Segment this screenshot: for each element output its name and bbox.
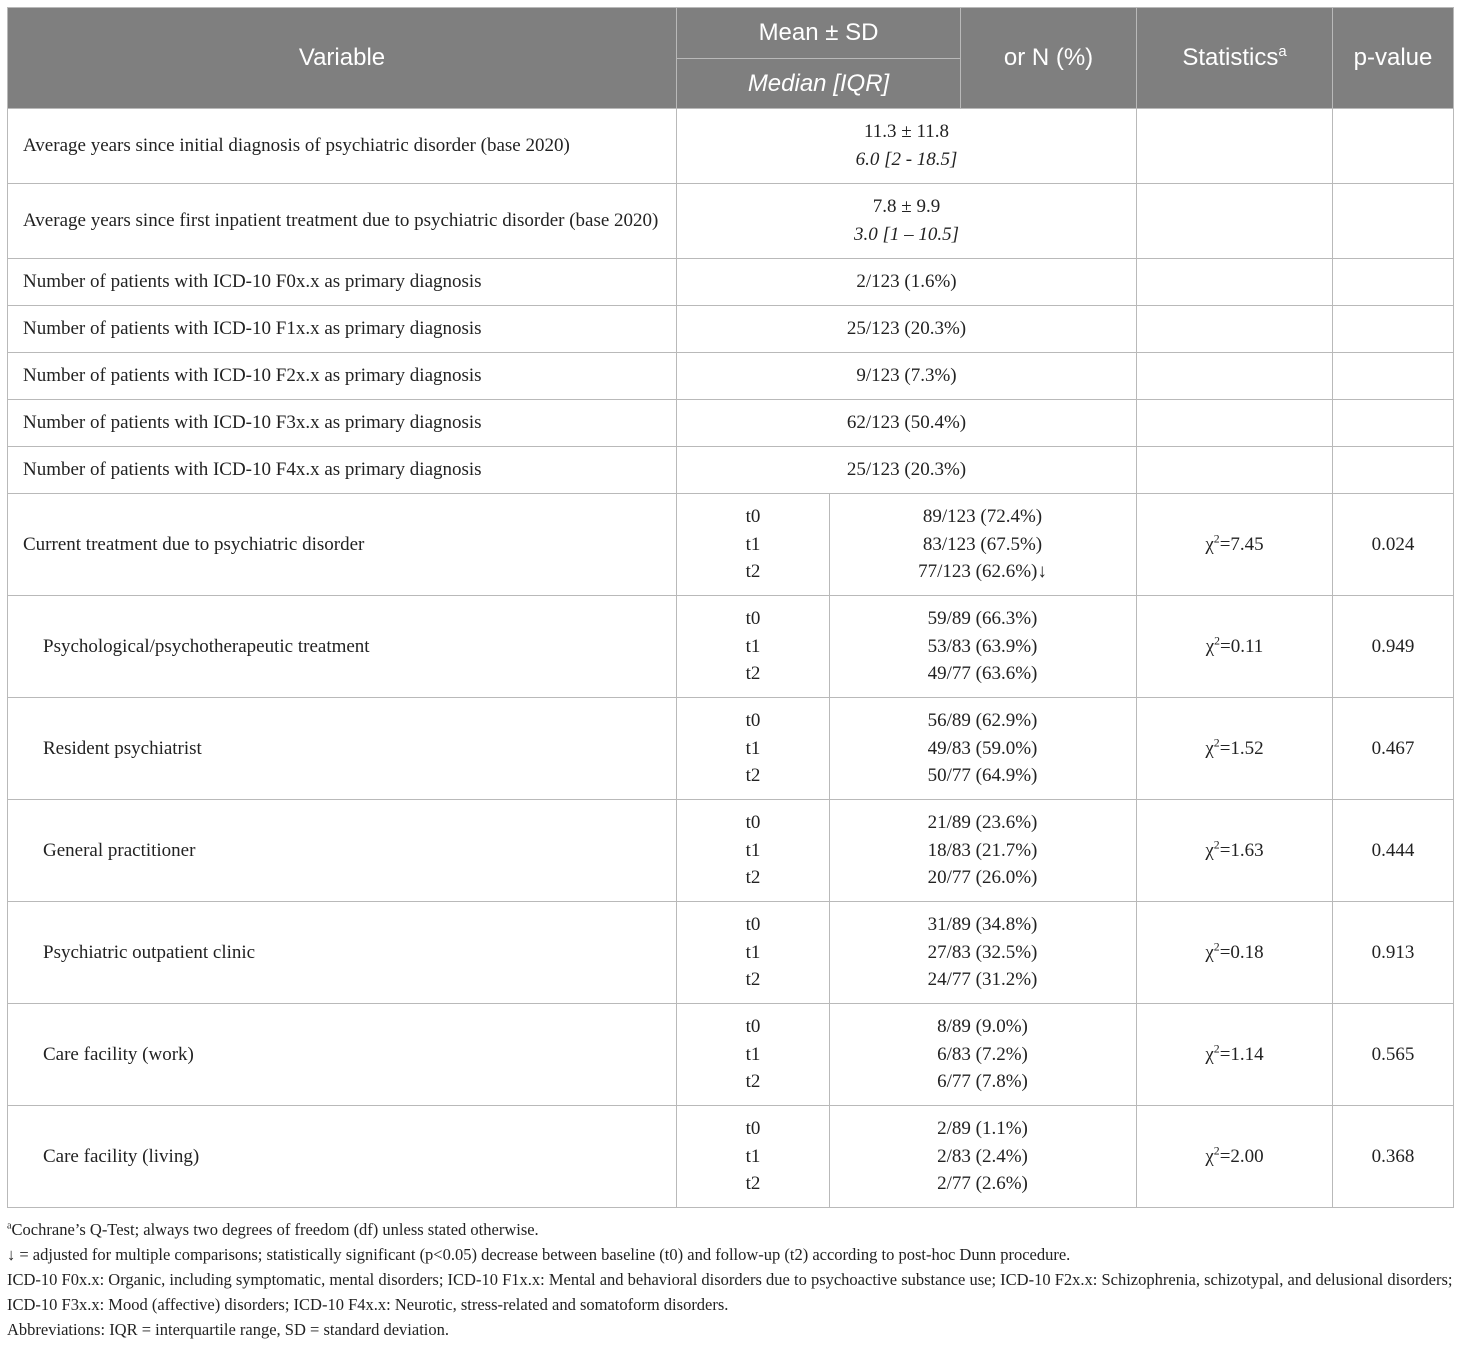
row-label: Resident psychiatrist <box>8 698 677 800</box>
timepoint-value: 31/89 (34.8%) <box>927 914 1038 936</box>
footnotes <box>7 1217 1453 1342</box>
chi-symbol: χ <box>1205 941 1214 963</box>
timepoint-value: 8/89 (9.0%) <box>937 1016 1028 1038</box>
table-row <box>8 902 1454 1004</box>
timepoint-label: t1 <box>745 737 761 759</box>
median-iqr-value: 3.0 [1 – 10.5] <box>853 224 960 245</box>
timepoint-label: t2 <box>745 663 761 685</box>
table-row <box>8 400 1454 447</box>
timepoint-label: t0 <box>745 914 761 936</box>
timepoint-value: 6/77 (7.8%) <box>937 1071 1028 1093</box>
timepoint-value: 20/77 (26.0%) <box>927 867 1038 889</box>
row-label: Number of patients with ICD-10 F4x.x as primary diagnosis <box>8 447 677 494</box>
timepoint-value: 49/83 (59.0%) <box>927 737 1038 759</box>
statistics-cell <box>1137 1106 1333 1208</box>
statistics-cell <box>1137 184 1333 259</box>
pvalue-cell: 0.913 <box>1333 902 1454 1004</box>
row-label: Number of patients with ICD-10 F3x.x as primary diagnosis <box>8 400 677 447</box>
header-or-n: or N (%) <box>961 8 1137 109</box>
pvalue-cell: 0.949 <box>1333 596 1454 698</box>
statistics-cell <box>1137 596 1333 698</box>
timepoint-value: 2/83 (2.4%) <box>937 1145 1028 1167</box>
pvalue-cell: 0.444 <box>1333 800 1454 902</box>
timepoint-value: 89/123 (72.4%) <box>922 506 1043 528</box>
timepoint-value: 2/89 (1.1%) <box>937 1118 1028 1140</box>
footnote-arrow: ↓ = adjusted for multiple comparisons; statistically significant (p<0.05) decrease between baseline (t0) and follow-up (t2) according to post-hoc Dunn procedure. <box>7 1245 1071 1264</box>
pvalue-cell: 0.565 <box>1333 1004 1454 1106</box>
row-value: 62/123 (50.4%) <box>677 400 1137 447</box>
chi-symbol: χ <box>1205 635 1215 657</box>
timepoint-value: 59/89 (66.3%) <box>927 608 1038 630</box>
row-label: Care facility (living) <box>8 1106 677 1208</box>
timepoint-label: t2 <box>745 561 761 583</box>
chi-value: =7.45 <box>1219 533 1264 555</box>
timepoint-cell <box>677 1106 830 1208</box>
timepoint-values-cell <box>830 596 1137 698</box>
timepoint-values-cell <box>830 494 1137 596</box>
footnote-a-sup: a <box>7 1220 12 1232</box>
timepoint-values-cell <box>830 1106 1137 1208</box>
chi-symbol: χ <box>1205 737 1214 759</box>
timepoint-values-cell <box>830 1004 1137 1106</box>
timepoint-cell <box>677 800 830 902</box>
statistics-cell <box>1137 109 1333 184</box>
table-row <box>8 800 1454 902</box>
timepoint-label: t0 <box>745 1118 761 1140</box>
statistics-cell <box>1137 902 1333 1004</box>
pvalue-cell: 0.368 <box>1333 1106 1454 1208</box>
timepoint-value: 50/77 (64.9%) <box>927 765 1038 787</box>
row-label: Psychological/psychotherapeutic treatment <box>8 596 677 698</box>
table-row <box>8 698 1454 800</box>
chi-superscript: 2 <box>1213 532 1220 546</box>
chi-value: =0.18 <box>1219 941 1264 963</box>
table-row <box>8 259 1454 306</box>
row-value: 25/123 (20.3%) <box>677 306 1137 353</box>
row-label: Number of patients with ICD-10 F2x.x as primary diagnosis <box>8 353 677 400</box>
table-header <box>8 8 1454 109</box>
row-value: 2/123 (1.6%) <box>677 259 1137 306</box>
table-row <box>8 353 1454 400</box>
row-value-cell <box>677 109 1137 184</box>
timepoint-value: 24/77 (31.2%) <box>927 969 1038 991</box>
timepoint-cell <box>677 698 830 800</box>
statistics-cell <box>1137 698 1333 800</box>
timepoint-cell <box>677 902 830 1004</box>
row-label: Care facility (work) <box>8 1004 677 1106</box>
row-label: Number of patients with ICD-10 F1x.x as primary diagnosis <box>8 306 677 353</box>
chi-superscript: 2 <box>1213 1144 1220 1158</box>
timepoint-value: 56/89 (62.9%) <box>927 710 1038 732</box>
chi-symbol: χ <box>1205 533 1214 555</box>
table-row <box>8 306 1454 353</box>
row-label: Average years since first inpatient treatment due to psychiatric disorder (base 2020) <box>8 184 677 259</box>
data-table <box>7 7 1454 1208</box>
chi-value: =2.00 <box>1219 1145 1264 1167</box>
timepoint-cell <box>677 494 830 596</box>
timepoint-value: 18/83 (21.7%) <box>927 839 1038 861</box>
timepoint-value: 2/77 (2.6%) <box>937 1173 1028 1195</box>
row-value: 9/123 (7.3%) <box>677 353 1137 400</box>
mean-sd-value: 7.8 ± 9.9 <box>872 196 941 218</box>
timepoint-label: t1 <box>745 941 761 963</box>
chi-superscript: 2 <box>1213 1042 1220 1056</box>
timepoint-value: 83/123 (67.5%) <box>922 533 1043 555</box>
pvalue-cell <box>1333 353 1454 400</box>
timepoint-values-cell <box>830 800 1137 902</box>
header-statistics-label: Statistics <box>1182 44 1279 71</box>
statistics-cell <box>1137 447 1333 494</box>
pvalue-cell <box>1333 184 1454 259</box>
row-value-cell <box>677 184 1137 259</box>
timepoint-cell <box>677 1004 830 1106</box>
timepoint-label: t1 <box>745 839 761 861</box>
chi-value: =1.14 <box>1219 1043 1264 1065</box>
timepoint-label: t2 <box>745 969 761 991</box>
timepoint-cell <box>677 596 830 698</box>
timepoint-label: t0 <box>745 1016 761 1038</box>
timepoint-label: t0 <box>745 710 761 732</box>
pvalue-cell <box>1333 259 1454 306</box>
header-pvalue: p-value <box>1333 8 1454 109</box>
timepoint-value: 21/89 (23.6%) <box>927 812 1038 834</box>
timepoint-label: t2 <box>745 765 761 787</box>
pvalue-cell: 0.467 <box>1333 698 1454 800</box>
statistics-cell <box>1137 800 1333 902</box>
pvalue-cell <box>1333 109 1454 184</box>
timepoint-label: t0 <box>745 506 761 528</box>
row-label: Average years since initial diagnosis of psychiatric disorder (base 2020) <box>8 109 677 184</box>
timepoint-label: t2 <box>745 1071 761 1093</box>
timepoint-label: t1 <box>745 1145 761 1167</box>
timepoint-label: t2 <box>745 867 761 889</box>
pvalue-cell <box>1333 447 1454 494</box>
timepoint-value: 53/83 (63.9%) <box>927 635 1038 657</box>
table-row <box>8 1106 1454 1208</box>
pvalue-cell: 0.024 <box>1333 494 1454 596</box>
statistics-cell <box>1137 353 1333 400</box>
timepoint-label: t0 <box>745 608 761 630</box>
header-statistics <box>1137 8 1333 109</box>
footnote-icd: ICD-10 F0x.x: Organic, including symptomatic, mental disorders; ICD-10 F1x.x: Mental and behavioral disorders due to psychoactive substance use; ICD-10 F2x.x: Schizophrenia, schizotypal, and delusional disorders; ICD-10 F3x.x: Mood (affective) disorders; ICD-10 F4x.x: Neurotic, stress-related and somatoform disorders. <box>7 1270 1453 1314</box>
row-value: 25/123 (20.3%) <box>677 447 1137 494</box>
timepoint-label: t0 <box>745 812 761 834</box>
chi-superscript: 2 <box>1213 838 1220 852</box>
row-label: Psychiatric outpatient clinic <box>8 902 677 1004</box>
timepoint-values-cell <box>830 698 1137 800</box>
chi-symbol: χ <box>1205 1145 1214 1167</box>
table-row <box>8 184 1454 259</box>
timepoint-label: t1 <box>745 1043 761 1065</box>
timepoint-label: t1 <box>745 533 761 555</box>
pvalue-cell <box>1333 400 1454 447</box>
header-median-iqr: Median [IQR] <box>677 59 961 109</box>
table-body <box>8 109 1454 1208</box>
table-row <box>8 596 1454 698</box>
table-row <box>8 494 1454 596</box>
chi-value: =1.52 <box>1219 737 1264 759</box>
chi-superscript: 2 <box>1213 940 1220 954</box>
row-label: General practitioner <box>8 800 677 902</box>
chi-superscript: 2 <box>1214 634 1221 648</box>
timepoint-value: 77/123 (62.6%)↓ <box>918 561 1047 583</box>
table-row <box>8 109 1454 184</box>
row-label: Number of patients with ICD-10 F0x.x as primary diagnosis <box>8 259 677 306</box>
header-variable: Variable <box>8 8 677 109</box>
statistics-cell <box>1137 306 1333 353</box>
header-statistics-sup: a <box>1278 44 1287 60</box>
statistics-cell <box>1137 259 1333 306</box>
statistics-cell <box>1137 1004 1333 1106</box>
timepoint-label: t1 <box>745 635 761 657</box>
timepoint-value: 49/77 (63.6%) <box>927 663 1038 685</box>
header-mean-sd: Mean ± SD <box>677 8 961 59</box>
row-label: Current treatment due to psychiatric disorder <box>8 494 677 596</box>
table-container <box>7 7 1453 1342</box>
footnote-a <box>7 1217 1453 1242</box>
statistics-cell <box>1137 494 1333 596</box>
timepoint-value: 6/83 (7.2%) <box>937 1043 1028 1065</box>
median-iqr-value: 6.0 [2 - 18.5] <box>855 149 958 170</box>
table-row <box>8 447 1454 494</box>
footnote-a-text: Cochrane’s Q-Test; always two degrees of freedom (df) unless stated otherwise. <box>11 1220 539 1239</box>
timepoint-values-cell <box>830 902 1137 1004</box>
chi-symbol: χ <box>1205 1043 1214 1065</box>
statistics-cell <box>1137 400 1333 447</box>
chi-symbol: χ <box>1205 839 1214 861</box>
mean-sd-value: 11.3 ± 11.8 <box>863 121 950 143</box>
footnote-abbreviations: Abbreviations: IQR = interquartile range, SD = standard deviation. <box>7 1320 450 1339</box>
timepoint-label: t2 <box>745 1173 761 1195</box>
timepoint-value: 27/83 (32.5%) <box>927 941 1038 963</box>
pvalue-cell <box>1333 306 1454 353</box>
chi-superscript: 2 <box>1213 736 1220 750</box>
chi-value: =1.63 <box>1219 839 1264 861</box>
table-row <box>8 1004 1454 1106</box>
chi-value: =0.11 <box>1220 635 1264 657</box>
